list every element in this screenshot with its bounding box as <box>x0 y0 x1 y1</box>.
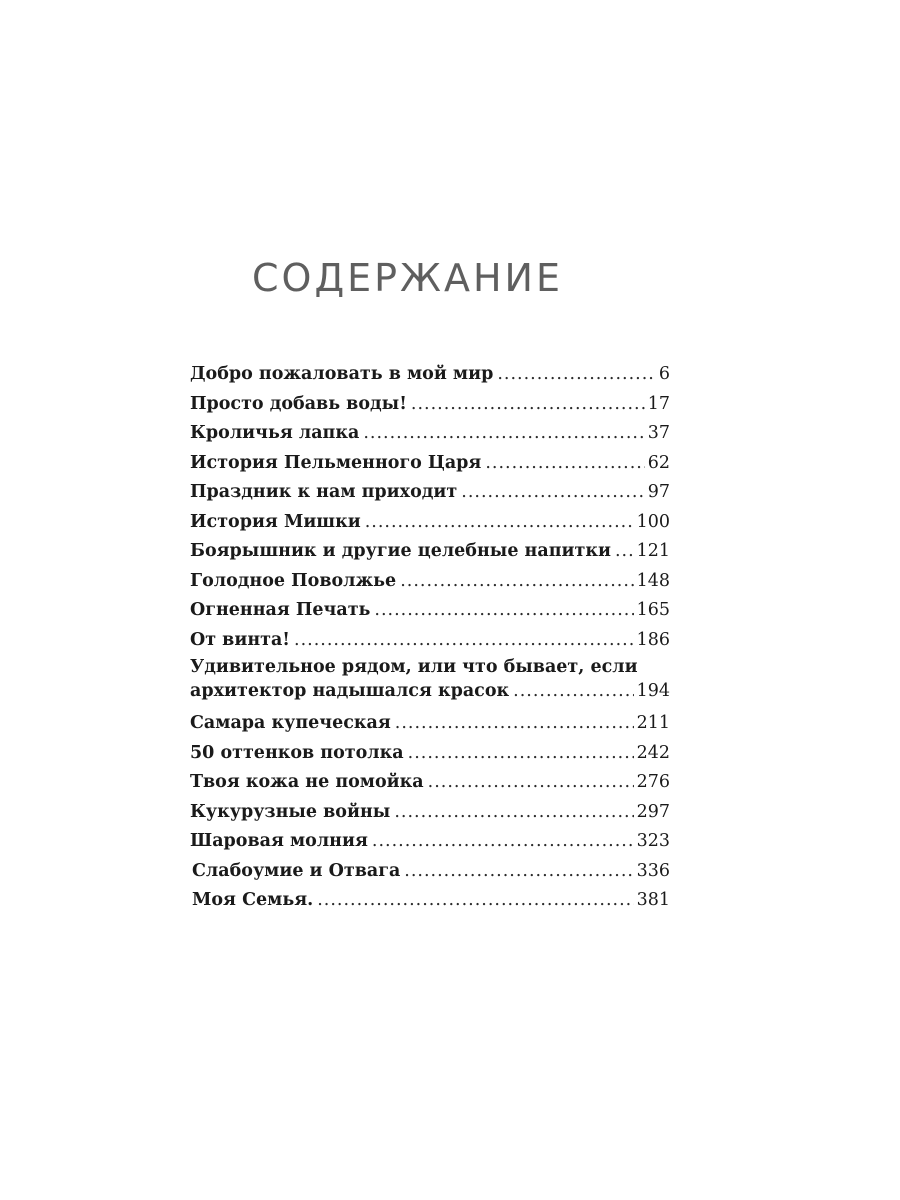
toc-entry[interactable] <box>190 827 670 857</box>
toc-entry-title: Просто добавь воды! <box>190 393 407 414</box>
toc-entry-title: 50 оттенков потолка <box>190 742 404 763</box>
dot-leader <box>485 449 644 479</box>
toc-entry[interactable] <box>190 419 670 449</box>
toc-entry-page: 100 <box>636 511 670 532</box>
toc-entry-title: Кукурузные войны <box>190 801 391 822</box>
dot-leader <box>374 596 633 626</box>
toc-entry[interactable] <box>190 390 670 420</box>
toc-entry-title: Слабоумие и Отвага <box>192 860 401 881</box>
dot-leader <box>365 508 634 538</box>
toc-entry-title: Огненная Печать <box>190 600 371 620</box>
toc-entry-title: История Пельменного Царя <box>190 452 482 473</box>
toc-entry-title: Праздник к нам приходит <box>190 482 458 502</box>
dot-leader <box>461 478 644 508</box>
dot-leader <box>372 827 634 857</box>
toc-entry-page: 37 <box>647 423 670 443</box>
dot-leader <box>428 768 634 798</box>
toc-entry[interactable] <box>190 655 670 703</box>
toc-entry-page: 323 <box>636 831 670 851</box>
toc-entry-last-line <box>190 679 670 703</box>
toc-entry-page: 297 <box>636 801 670 822</box>
toc-entry-title: Самара купеческая <box>190 713 391 733</box>
toc-entry[interactable] <box>190 537 670 567</box>
dot-leader <box>363 419 644 449</box>
toc-entry-page: 6 <box>658 364 670 384</box>
toc-entry[interactable] <box>190 596 670 626</box>
toc-entry-title: История Мишки <box>190 511 361 532</box>
toc-entry-page: 211 <box>636 713 670 733</box>
toc-entry-title-line-1: Удивительное рядом, или что бывает, если <box>190 657 638 677</box>
toc-entry-page: 97 <box>647 482 670 502</box>
page-title: СОДЕРЖАНИЕ <box>252 256 563 300</box>
toc-entry-page: 186 <box>636 629 670 650</box>
toc-entry[interactable] <box>190 567 670 597</box>
dot-leader <box>615 537 634 567</box>
toc-entry-page: 194 <box>636 681 670 701</box>
toc-entry[interactable] <box>190 798 670 828</box>
dot-leader <box>400 567 633 597</box>
dot-leader <box>513 679 633 703</box>
toc-entry-title: Шаровая молния <box>190 831 368 851</box>
dot-leader <box>497 360 656 390</box>
toc-entry-page: 62 <box>647 452 670 473</box>
toc-entry[interactable] <box>190 449 670 479</box>
toc-entry[interactable] <box>190 709 670 739</box>
dot-leader <box>404 857 633 887</box>
toc-entry-page: 381 <box>636 890 670 910</box>
toc-entry-title: Моя Семья. <box>192 890 314 910</box>
dot-leader <box>411 390 645 420</box>
toc-entry[interactable] <box>190 857 670 887</box>
toc-entry[interactable] <box>190 768 670 798</box>
dot-leader <box>294 626 634 656</box>
dot-leader <box>395 709 634 739</box>
toc-entry[interactable] <box>190 626 670 656</box>
toc-entry-page: 336 <box>636 860 670 881</box>
dot-leader <box>394 798 633 828</box>
toc-entry-title-line-2: архитектор надышался красок <box>190 681 510 701</box>
toc-entry[interactable] <box>190 360 670 390</box>
toc-entry[interactable] <box>190 739 670 769</box>
toc-entry-page: 276 <box>636 772 670 792</box>
table-of-contents <box>190 360 670 916</box>
toc-entry-page: 165 <box>636 600 670 620</box>
toc-entry-page: 121 <box>636 541 670 561</box>
toc-entry-title: Голодное Поволжье <box>190 570 397 591</box>
toc-entry[interactable] <box>190 508 670 538</box>
dot-leader <box>317 886 633 916</box>
toc-entry-title: Добро пожаловать в мой мир <box>190 364 494 384</box>
toc-entry-page: 242 <box>636 742 670 763</box>
toc-entry-title: От винта! <box>190 629 290 650</box>
toc-entry-page: 148 <box>636 570 670 591</box>
dot-leader <box>408 739 634 769</box>
toc-entry-title: Кроличья лапка <box>190 423 360 443</box>
toc-entry-title: Боярышник и другие целебные напитки <box>190 541 611 561</box>
toc-entry[interactable] <box>190 478 670 508</box>
toc-entry-title: Твоя кожа не помойка <box>190 772 424 792</box>
toc-entry[interactable] <box>190 886 670 916</box>
toc-entry-page: 17 <box>647 393 670 414</box>
